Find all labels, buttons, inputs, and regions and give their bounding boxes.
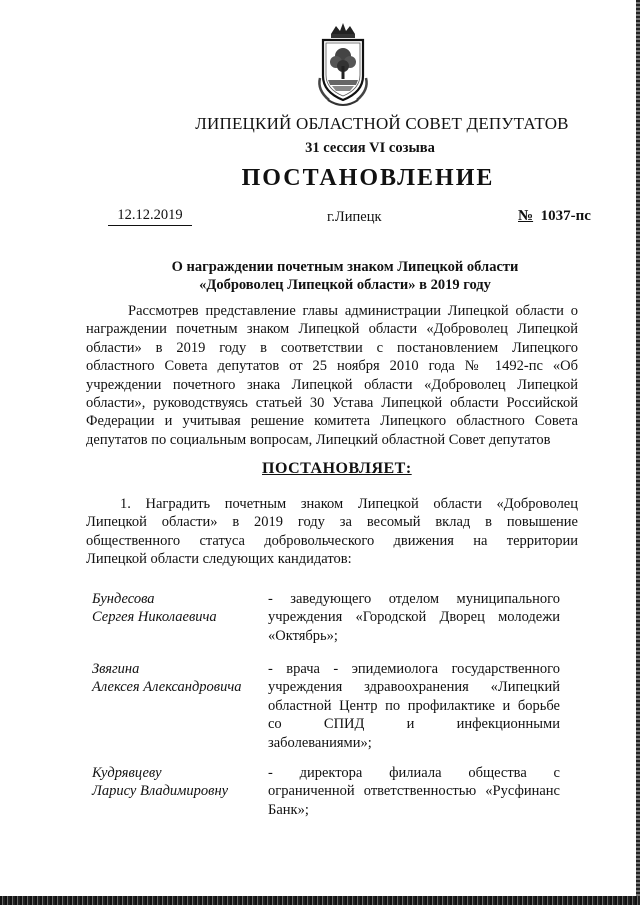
preamble-line: областного Совета депутатов от 25 ноября 2010 года № 1492-пс «Об [86,358,578,375]
recipient-given-name: Сергея Николаевича [92,609,217,626]
description-line: областной Центр по профилактике и борьбе [268,697,560,714]
resolution-item-1 [86,495,578,569]
description-line: со СПИД и инфекционными [268,716,560,733]
recipient-description [268,764,560,819]
description-line: заболеваниями»; [268,734,372,751]
description-line: - директора филиала общества с [268,765,560,781]
recipient-entry [86,764,578,824]
document-title [150,258,540,294]
description-line: Банк»; [268,801,309,818]
document-number [518,208,591,225]
recipient-entry [86,660,578,754]
recipient-surname: Бундесова [92,591,155,607]
preamble-line: учреждении почетного знака Липецкой области «Доброволец Липецкой [86,376,578,393]
recipient-entry [86,590,578,650]
document-city: г.Липецк [327,209,382,225]
preamble-line: области» в 2019 году в соответствии с постановлением Липецкого [86,339,578,356]
recipient-given-name: Ларису Владимировну [92,783,229,800]
preamble-line: депутатов по социальным вопросам, Липецкий областной Совет депутатов [86,431,551,448]
session-label: 31 сессия VI созыва [305,140,435,156]
scan-border-right [636,0,640,905]
item-line: общественного статуса добровольческого движения на территории [86,532,578,549]
preamble-line: Федерации и учитывая решение комитета Липецкого областного Совета [86,413,578,430]
preamble-line: Рассмотрев представление главы администрации Липецкой области о [128,303,578,319]
description-line: «Октябрь»; [268,627,338,644]
recipient-description [268,590,560,645]
recipient-given-name: Алексея Александровича [92,679,242,696]
preamble-line: области», руководствуясь статьей 30 Устава Липецкой области Российской [86,395,578,412]
title-line: О награждении почетным знаком Липецкой области [171,259,519,275]
preamble-paragraph [86,302,578,449]
number-value: 1037-пс [540,208,591,224]
recipient-surname: Звягина [92,661,140,677]
item-line: Липецкой области следующих кандидатов: [86,551,352,568]
recipient-surname: Кудрявцеву [92,765,162,781]
item-line: Липецкой области» в 2019 году за весомый вклад в повышение [86,514,578,531]
resolves-heading: ПОСТАНОВЛЯЕТ: [262,460,412,477]
recipient-description [268,660,560,752]
preamble-line: награждении почетным знаком Липецкой области «Доброволец Липецкой [86,321,578,338]
recipient-name [92,764,228,801]
council-name: ЛИПЕЦКИЙ ОБЛАСТНОЙ СОВЕТ ДЕПУТАТОВ [195,114,569,133]
scan-border-bottom [0,896,640,905]
recipient-name [92,590,217,627]
description-line: - заведующего отделом муниципального [268,591,560,607]
description-line: - врача - эпидемиолога государственного [268,661,560,677]
title-line: «Доброволец Липецкой области» в 2019 году [199,277,491,293]
document-date: 12.12.2019 [108,207,192,226]
recipient-name [92,660,242,697]
description-line: ограниченной ответственностью «Русфинанс [268,783,560,800]
document-type: ПОСТАНОВЛЕНИЕ [241,165,495,191]
coat-of-arms-icon [314,20,372,108]
description-line: учреждения здравоохранения «Липецкий [268,679,560,696]
description-line: учреждения «Городской Дворец молодежи [268,609,560,626]
item-line: 1. Наградить почетным знаком Липецкой области «Доброволец [120,496,578,512]
number-sign: № [518,208,534,224]
